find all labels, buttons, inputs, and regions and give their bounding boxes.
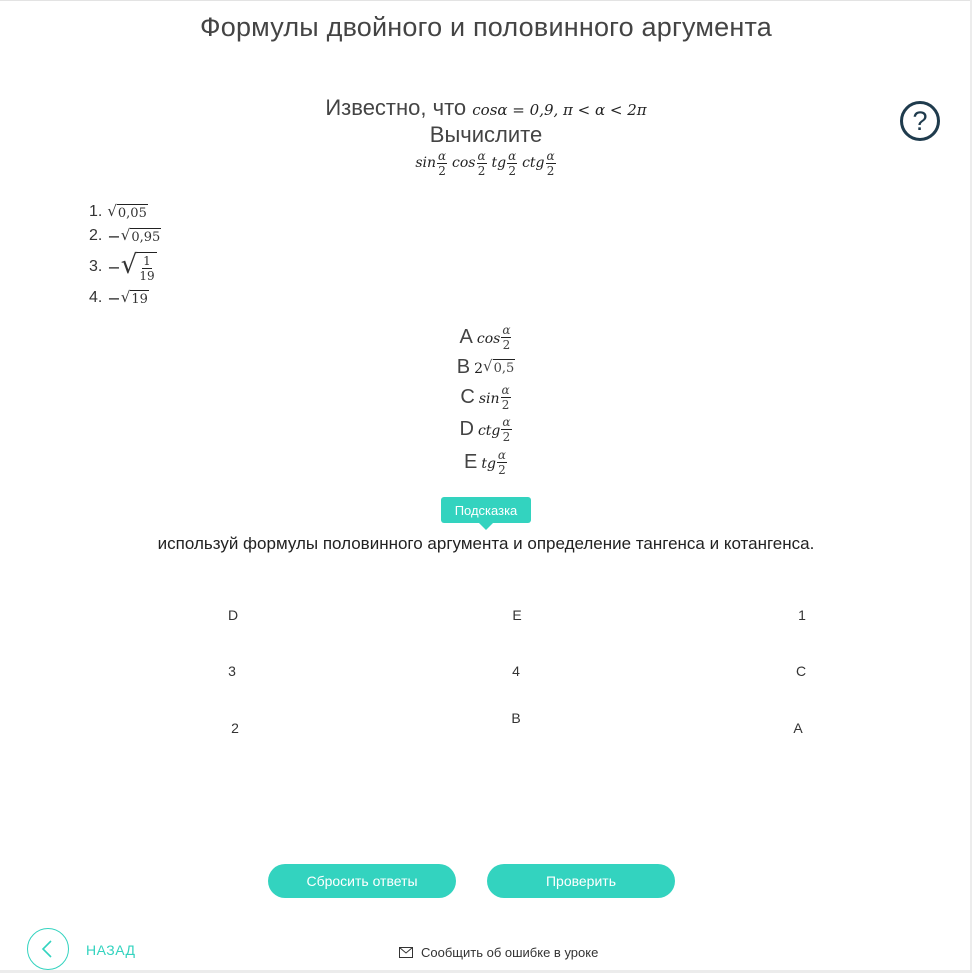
half-alpha: $\frac{\alpha}{2}$ bbox=[546, 149, 555, 178]
letter-e: E tg $\frac{\alpha}{2}$ bbox=[463, 448, 507, 477]
grid-cell[interactable]: E bbox=[512, 607, 522, 623]
task-label: Вычислите bbox=[429, 122, 543, 147]
grid-cell[interactable]: 2 bbox=[231, 720, 239, 736]
option-3: 3. − √ $\frac{1}{19}$ bbox=[89, 250, 155, 283]
condition-formula: cosα = 0,9, π < α < 2π bbox=[472, 101, 647, 119]
grid-cell[interactable]: D bbox=[227, 607, 239, 623]
reset-answers-button[interactable]: Сбросить ответы bbox=[268, 864, 456, 898]
sqrt-expression: √ $\frac{1}{19}$ bbox=[120, 250, 155, 283]
fn-sin: sin bbox=[415, 155, 437, 172]
option-4: 4. − √ 19 bbox=[89, 287, 148, 308]
sqrt-expression: √ 0,05 bbox=[107, 201, 147, 221]
condition-intro: Известно, что bbox=[325, 95, 467, 120]
sqrt-expression: √ 0,95 bbox=[120, 225, 161, 245]
half-alpha: $\frac{\alpha}{2}$ bbox=[477, 149, 486, 178]
back-link[interactable]: НАЗАД bbox=[86, 942, 136, 958]
check-button[interactable]: Проверить bbox=[487, 864, 675, 898]
sqrt-expression: √ 19 bbox=[120, 287, 148, 307]
option-1: 1. √ 0,05 bbox=[89, 201, 147, 221]
grid-cell[interactable]: 4 bbox=[512, 663, 520, 679]
report-error-label: Сообщить об ошибке в уроке bbox=[421, 945, 599, 960]
half-alpha: $\frac{\alpha}{2}$ bbox=[438, 149, 447, 178]
envelope-icon bbox=[399, 947, 413, 958]
grid-cell[interactable]: C bbox=[795, 663, 807, 679]
fn-ctg: ctg bbox=[522, 155, 545, 172]
grid-cell[interactable]: 1 bbox=[798, 607, 806, 623]
chevron-left-icon bbox=[28, 929, 68, 969]
grid-cell[interactable]: B bbox=[511, 710, 521, 726]
grid-cell[interactable]: A bbox=[793, 720, 803, 736]
problem-condition bbox=[0, 95, 972, 121]
half-alpha: $\frac{\alpha}{2}$ bbox=[508, 149, 517, 178]
option-2: 2. − √ 0,95 bbox=[89, 225, 161, 246]
letter-d: D ctg $\frac{\alpha}{2}$ bbox=[459, 415, 511, 444]
page-title: Формулы двойного и половинного аргумента bbox=[200, 12, 772, 42]
numbered-options bbox=[89, 200, 161, 310]
grid-cell[interactable]: 3 bbox=[228, 663, 236, 679]
back-button[interactable] bbox=[27, 928, 69, 970]
fn-cos: cos bbox=[452, 155, 476, 172]
letter-a: A cos $\frac{\alpha}{2}$ bbox=[459, 323, 511, 352]
hint-text: используй формулы половинного аргумента и определение тангенса и котангенса. bbox=[157, 534, 815, 553]
question-circle-icon: ? bbox=[912, 105, 928, 136]
fn-tg: tg bbox=[491, 155, 507, 172]
task-functions bbox=[0, 150, 972, 177]
hint-badge[interactable]: Подсказка bbox=[441, 497, 531, 523]
top-divider bbox=[0, 0, 972, 1]
letter-b: B 2 √ 0,5 bbox=[456, 356, 515, 378]
report-error-link[interactable] bbox=[399, 945, 598, 960]
letter-c: C sin $\frac{\alpha}{2}$ bbox=[460, 383, 510, 412]
